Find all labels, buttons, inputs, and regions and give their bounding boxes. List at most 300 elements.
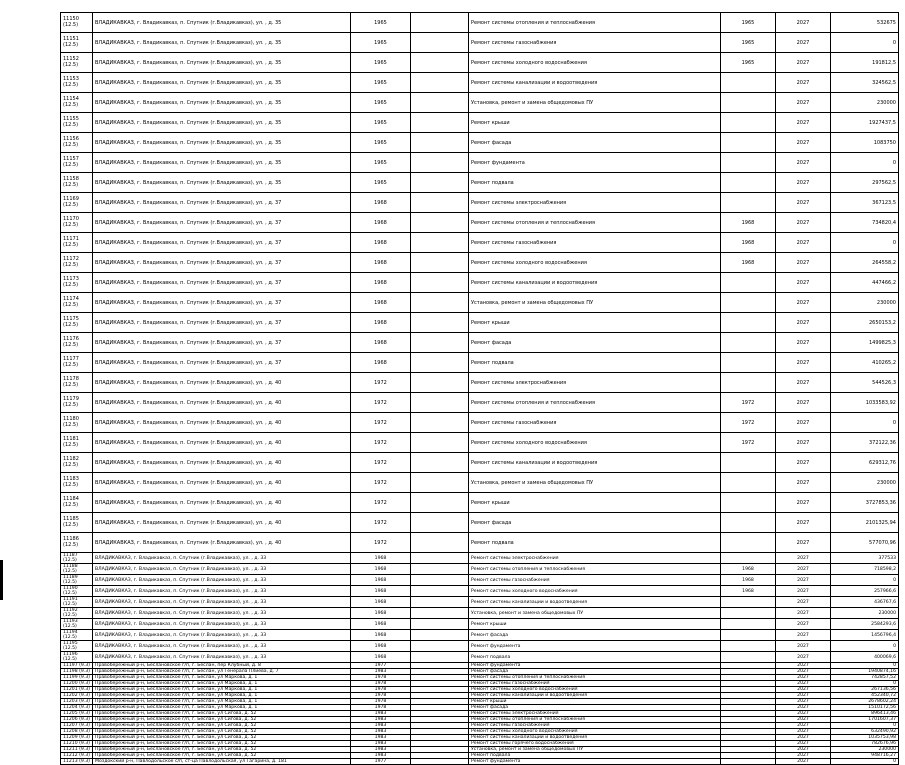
cost-cell: 0 (831, 153, 899, 173)
work-type-cell: Установка, ремонт и замена общедомовых ПУ (469, 608, 721, 619)
row-id-cell: 11186 (12.5) (61, 533, 93, 553)
address-cell: ВЛАДИКАВКАЗ, г. Владикавказ, п. Спутник (г.Владикавказ), ул. , д. 33 (93, 586, 351, 597)
address-cell: ВЛАДИКАВКАЗ, г. Владикавказ, п. Спутник (г.Владикавказ), ул. , д. 37 (93, 193, 351, 213)
work-type-cell: Ремонт системы канализации и водоотведения (469, 273, 721, 293)
plan-year-cell: 2027 (776, 393, 831, 413)
table-row (61, 273, 899, 293)
address-cell: ВЛАДИКАВКАЗ, г. Владикавказ, п. Спутник (г.Владикавказ), ул. , д. 35 (93, 153, 351, 173)
row-id-cell: 11198 (9.3) (61, 669, 93, 675)
empty-cell (411, 413, 469, 433)
last-repair-year-cell (721, 353, 776, 373)
row-id-cell: 11180 (12.5) (61, 413, 93, 433)
plan-year-cell: 2027 (776, 681, 831, 687)
table-row (61, 630, 899, 641)
build-year-cell: 1983 (351, 741, 411, 747)
row-id-cell: 11212 (9.3) (61, 753, 93, 759)
plan-year-cell: 2027 (776, 759, 831, 765)
empty-cell (411, 253, 469, 273)
empty-cell (411, 453, 469, 473)
empty-cell (411, 93, 469, 113)
table-row (61, 133, 899, 153)
row-id-cell: 11213 (9.3) (61, 759, 93, 765)
last-repair-year-cell (721, 619, 776, 630)
work-type-cell: Ремонт системы холодного водоснабжения (469, 586, 721, 597)
cost-cell: 191812,5 (831, 53, 899, 73)
build-year-cell: 1972 (351, 493, 411, 513)
row-id-cell: 11177 (12.5) (61, 353, 93, 373)
build-year-cell: 1983 (351, 747, 411, 753)
last-repair-year-cell (721, 493, 776, 513)
empty-cell (411, 233, 469, 253)
cost-cell: 230000 (831, 293, 899, 313)
page-edge-mark (0, 560, 3, 600)
build-year-cell: 1972 (351, 413, 411, 433)
address-cell: ВЛАДИКАВКАЗ, г. Владикавказ, п. Спутник (г.Владикавказ), ул. , д. 35 (93, 53, 351, 73)
plan-year-cell: 2027 (776, 753, 831, 759)
cost-cell: 1456796,4 (831, 630, 899, 641)
plan-year-cell: 2027 (776, 608, 831, 619)
work-type-cell: Ремонт системы холодного водоснабжения (469, 687, 721, 693)
work-type-cell: Ремонт крыши (469, 313, 721, 333)
row-id-cell: 11155 (12.5) (61, 113, 93, 133)
row-id-cell: 11182 (12.5) (61, 453, 93, 473)
work-type-cell: Ремонт системы канализации и водоотведения (469, 735, 721, 741)
work-type-cell: Ремонт фасада (469, 705, 721, 711)
cost-cell: 1035753,98 (831, 735, 899, 741)
build-year-cell: 1977 (351, 759, 411, 765)
row-id-cell: 11203 (9.3) (61, 699, 93, 705)
empty-cell (411, 373, 469, 393)
plan-year-cell: 2027 (776, 273, 831, 293)
row-id-cell: 11192 (12.5) (61, 608, 93, 619)
cost-cell: 742857,52 (831, 675, 899, 681)
row-id-cell: 11178 (12.5) (61, 373, 93, 393)
address-cell: Правобережный р-н, Беслановское г/п, г. Беслан, ул Сигова, д. 52 (93, 717, 351, 723)
plan-year-cell: 2027 (776, 453, 831, 473)
cost-cell: 0 (831, 681, 899, 687)
address-cell: ВЛАДИКАВКАЗ, г. Владикавказ, п. Спутник (г.Владикавказ), ул. , д. 33 (93, 553, 351, 564)
work-type-cell: Ремонт системы холодного водоснабжения (469, 53, 721, 73)
build-year-cell: 1965 (351, 13, 411, 33)
empty-cell (411, 630, 469, 641)
plan-year-cell: 2027 (776, 313, 831, 333)
address-cell: Правобережный р-н, Беслановское г/п, г. Беслан, ул Сигова, д. 52 (93, 747, 351, 753)
last-repair-year-cell (721, 273, 776, 293)
empty-cell (411, 173, 469, 193)
build-year-cell: 1968 (351, 253, 411, 273)
plan-year-cell: 2027 (776, 213, 831, 233)
cost-cell: 1927437,5 (831, 113, 899, 133)
last-repair-year-cell: 1972 (721, 393, 776, 413)
address-cell: Правобережный р-н, Беслановское г/п, г. Беслан, ул Маркова, д. 1 (93, 699, 351, 705)
build-year-cell: 1968 (351, 333, 411, 353)
row-id-cell: 11205 (9.3) (61, 711, 93, 717)
work-type-cell: Ремонт системы канализации и водоотведения (469, 693, 721, 699)
plan-year-cell: 2027 (776, 641, 831, 652)
table-row (61, 453, 899, 473)
build-year-cell: 1968 (351, 353, 411, 373)
cost-cell: 0 (831, 663, 899, 669)
build-year-cell: 1978 (351, 687, 411, 693)
address-cell: ВЛАДИКАВКАЗ, г. Владикавказ, п. Спутник (г.Владикавказ), ул. , д. 35 (93, 93, 351, 113)
table-row (61, 173, 899, 193)
plan-year-cell: 2027 (776, 413, 831, 433)
plan-year-cell: 2027 (776, 675, 831, 681)
empty-cell (411, 113, 469, 133)
table-row (61, 433, 899, 453)
build-year-cell: 1978 (351, 705, 411, 711)
plan-year-cell: 2027 (776, 433, 831, 453)
cost-cell: 1083750 (831, 133, 899, 153)
last-repair-year-cell (721, 153, 776, 173)
table-row (61, 333, 899, 353)
last-repair-year-cell: 1968 (721, 233, 776, 253)
work-type-cell: Ремонт системы холодного водоснабжения (469, 433, 721, 453)
address-cell: ВЛАДИКАВКАЗ, г. Владикавказ, п. Спутник (г.Владикавказ), ул. , д. 35 (93, 113, 351, 133)
empty-cell (411, 273, 469, 293)
build-year-cell: 1972 (351, 473, 411, 493)
empty-cell (411, 433, 469, 453)
build-year-cell: 1968 (351, 233, 411, 253)
plan-year-cell: 2027 (776, 711, 831, 717)
table-row (61, 608, 899, 619)
address-cell: Правобережный р-н, Беслановское г/п, г. Беслан, ул Маркова, д. 1 (93, 693, 351, 699)
address-cell: ВЛАДИКАВКАЗ, г. Владикавказ, п. Спутник (г.Владикавказ), ул. , д. 37 (93, 273, 351, 293)
build-year-cell: 1978 (351, 681, 411, 687)
work-type-cell: Установка, ремонт и замена общедомовых ПУ (469, 93, 721, 113)
last-repair-year-cell (721, 533, 776, 553)
work-type-cell: Ремонт системы холодного водоснабжения (469, 729, 721, 735)
row-id-cell: 11181 (12.5) (61, 433, 93, 453)
last-repair-year-cell: 1968 (721, 253, 776, 273)
address-cell: ВЛАДИКАВКАЗ, г. Владикавказ, п. Спутник (г.Владикавказ), ул. , д. 33 (93, 630, 351, 641)
plan-year-cell: 2027 (776, 597, 831, 608)
cost-cell: 1510172,56 (831, 705, 899, 711)
address-cell: ВЛАДИКАВКАЗ, г. Владикавказ, п. Спутник (г.Владикавказ), ул. , д. 33 (93, 641, 351, 652)
last-repair-year-cell: 1965 (721, 53, 776, 73)
last-repair-year-cell (721, 597, 776, 608)
row-id-cell: 11206 (9.3) (61, 717, 93, 723)
table-row (61, 373, 899, 393)
plan-year-cell: 2027 (776, 153, 831, 173)
row-id-cell: 11207 (9.3) (61, 723, 93, 729)
work-type-cell: Ремонт фасада (469, 333, 721, 353)
plan-year-cell: 2027 (776, 741, 831, 747)
last-repair-year-cell: 1972 (721, 413, 776, 433)
table-row (61, 473, 899, 493)
work-type-cell: Ремонт фасада (469, 513, 721, 533)
last-repair-year-cell (721, 553, 776, 564)
empty-cell (411, 73, 469, 93)
plan-year-cell: 2027 (776, 586, 831, 597)
work-type-cell: Ремонт системы отопления и теплоснабжения (469, 717, 721, 723)
row-id-cell: 11197 (9.3) (61, 663, 93, 669)
build-year-cell: 1968 (351, 630, 411, 641)
work-type-cell: Ремонт системы газоснабжения (469, 33, 721, 53)
build-year-cell: 1972 (351, 533, 411, 553)
empty-cell (411, 533, 469, 553)
work-type-cell: Ремонт фундамента (469, 153, 721, 173)
address-cell: ВЛАДИКАВКАЗ, г. Владикавказ, п. Спутник (г.Владикавказ), ул. , д. 40 (93, 513, 351, 533)
row-id-cell: 11190 (12.5) (61, 586, 93, 597)
empty-cell (411, 619, 469, 630)
address-cell: ВЛАДИКАВКАЗ, г. Владикавказ, п. Спутник (г.Владикавказ), ул. , д. 35 (93, 33, 351, 53)
build-year-cell: 1972 (351, 513, 411, 533)
cost-cell: 410265,2 (831, 353, 899, 373)
empty-cell (411, 564, 469, 575)
address-cell: ВЛАДИКАВКАЗ, г. Владикавказ, п. Спутник (г.Владикавказ), ул. , д. 37 (93, 353, 351, 373)
build-year-cell: 1968 (351, 313, 411, 333)
row-id-cell: 11210 (9.3) (61, 741, 93, 747)
table-row (61, 493, 899, 513)
build-year-cell: 1968 (351, 608, 411, 619)
row-id-cell: 11150 (12.5) (61, 13, 93, 33)
last-repair-year-cell (721, 93, 776, 113)
table-row (61, 553, 899, 564)
empty-cell (411, 608, 469, 619)
row-id-cell: 11171 (12.5) (61, 233, 93, 253)
empty-cell (411, 293, 469, 313)
row-id-cell: 11153 (12.5) (61, 73, 93, 93)
empty-cell (411, 333, 469, 353)
work-type-cell: Ремонт подвала (469, 353, 721, 373)
plan-year-cell: 2027 (776, 373, 831, 393)
cost-cell: 1033583,92 (831, 393, 899, 413)
last-repair-year-cell: 1965 (721, 33, 776, 53)
cost-cell: 0 (831, 723, 899, 729)
cost-cell: 264558,2 (831, 253, 899, 273)
row-id-cell: 11174 (12.5) (61, 293, 93, 313)
plan-year-cell: 2027 (776, 669, 831, 675)
cost-cell: 577070,96 (831, 533, 899, 553)
cost-cell: 1499825,3 (831, 333, 899, 353)
work-type-cell: Ремонт крыши (469, 619, 721, 630)
cost-cell: 447466,2 (831, 273, 899, 293)
table-row (61, 73, 899, 93)
work-type-cell: Ремонт крыши (469, 113, 721, 133)
work-type-cell: Ремонт системы электроснабжения (469, 711, 721, 717)
row-id-cell: 11172 (12.5) (61, 253, 93, 273)
work-type-cell: Ремонт подвала (469, 753, 721, 759)
build-year-cell: 1965 (351, 113, 411, 133)
capital-repair-table-sheet (60, 12, 898, 765)
empty-cell (411, 641, 469, 652)
work-type-cell: Ремонт системы газоснабжения (469, 681, 721, 687)
address-cell: Правобережный р-н, Беслановское г/п, г. Беслан, пер Клубный, д. 8 (93, 663, 351, 669)
build-year-cell: 1978 (351, 675, 411, 681)
work-type-cell: Ремонт системы канализации и водоотведения (469, 73, 721, 93)
cost-cell: 257966,6 (831, 586, 899, 597)
last-repair-year-cell (721, 473, 776, 493)
table-row (61, 113, 899, 133)
cost-cell: 297562,5 (831, 173, 899, 193)
build-year-cell: 1965 (351, 53, 411, 73)
address-cell: Правобережный р-н, Беслановское г/п, г. Беслан, ул Генерала Плиева, д. 7 (93, 669, 351, 675)
plan-year-cell: 2027 (776, 747, 831, 753)
row-id-cell: 11173 (12.5) (61, 273, 93, 293)
build-year-cell: 1972 (351, 373, 411, 393)
work-type-cell: Ремонт системы электроснабжения (469, 373, 721, 393)
last-repair-year-cell (721, 641, 776, 652)
cost-cell: 948716,27 (831, 753, 899, 759)
build-year-cell: 1965 (351, 93, 411, 113)
address-cell: Правобережный р-н, Беслановское г/п, г. Беслан, ул Сигова, д. 52 (93, 735, 351, 741)
empty-cell (411, 393, 469, 413)
row-id-cell: 11208 (9.3) (61, 729, 93, 735)
address-cell: Правобережный р-н, Беслановское г/п, г. Беслан, ул Маркова, д. 1 (93, 681, 351, 687)
cost-cell: 1940874,16 (831, 669, 899, 675)
address-cell: Правобережный р-н, Беслановское г/п, г. Беслан, ул Сигова, д. 52 (93, 741, 351, 747)
address-cell: ВЛАДИКАВКАЗ, г. Владикавказ, п. Спутник (г.Владикавказ), ул. , д. 33 (93, 619, 351, 630)
row-id-cell: 11187 (12.5) (61, 553, 93, 564)
address-cell: ВЛАДИКАВКАЗ, г. Владикавказ, п. Спутник (г.Владикавказ), ул. , д. 37 (93, 233, 351, 253)
cost-cell: 0 (831, 233, 899, 253)
work-type-cell: Ремонт фундамента (469, 663, 721, 669)
last-repair-year-cell (721, 333, 776, 353)
last-repair-year-cell: 1968 (721, 564, 776, 575)
plan-year-cell: 2027 (776, 687, 831, 693)
plan-year-cell: 2027 (776, 735, 831, 741)
build-year-cell: 1972 (351, 433, 411, 453)
plan-year-cell: 2027 (776, 619, 831, 630)
table-row (61, 233, 899, 253)
cost-cell: 3727853,36 (831, 493, 899, 513)
work-type-cell: Ремонт системы отопления и теплоснабжения (469, 675, 721, 681)
cost-cell: 0 (831, 759, 899, 765)
work-type-cell: Ремонт системы газоснабжения (469, 723, 721, 729)
empty-cell (411, 133, 469, 153)
row-id-cell: 11183 (12.5) (61, 473, 93, 493)
build-year-cell: 1968 (351, 652, 411, 663)
table-row (61, 652, 899, 663)
plan-year-cell: 2027 (776, 353, 831, 373)
address-cell: ВЛАДИКАВКАЗ, г. Владикавказ, п. Спутник (г.Владикавказ), ул. , д. 33 (93, 597, 351, 608)
table-row (61, 13, 899, 33)
build-year-cell: 1965 (351, 133, 411, 153)
work-type-cell: Ремонт системы газоснабжения (469, 575, 721, 586)
table-row (61, 53, 899, 73)
plan-year-cell: 2027 (776, 53, 831, 73)
cost-cell: 452340,72 (831, 693, 899, 699)
address-cell: ВЛАДИКАВКАЗ, г. Владикавказ, п. Спутник (г.Владикавказ), ул. , д. 33 (93, 575, 351, 586)
row-id-cell: 11154 (12.5) (61, 93, 93, 113)
table-row (61, 597, 899, 608)
build-year-cell: 1965 (351, 73, 411, 93)
work-type-cell: Ремонт системы отопления и теплоснабжения (469, 213, 721, 233)
last-repair-year-cell (721, 73, 776, 93)
build-year-cell: 1968 (351, 597, 411, 608)
cost-cell: 718598,2 (831, 564, 899, 575)
empty-cell (411, 193, 469, 213)
row-id-cell: 11189 (12.5) (61, 575, 93, 586)
last-repair-year-cell (721, 759, 776, 765)
cost-cell: 2650153,2 (831, 313, 899, 333)
cost-cell: 324562,5 (831, 73, 899, 93)
plan-year-cell: 2027 (776, 493, 831, 513)
address-cell: Правобережный р-н, Беслановское г/п, г. Беслан, ул Сигова, д. 52 (93, 711, 351, 717)
build-year-cell: 1983 (351, 729, 411, 735)
empty-cell (411, 53, 469, 73)
table-row (61, 586, 899, 597)
cost-cell: 2101325,94 (831, 513, 899, 533)
build-year-cell: 1977 (351, 663, 411, 669)
row-id-cell: 11188 (12.5) (61, 564, 93, 575)
row-id-cell: 11175 (12.5) (61, 313, 93, 333)
empty-cell (411, 33, 469, 53)
address-cell: ВЛАДИКАВКАЗ, г. Владикавказ, п. Спутник (г.Владикавказ), ул. , д. 40 (93, 413, 351, 433)
build-year-cell: 1972 (351, 393, 411, 413)
last-repair-year-cell (721, 652, 776, 663)
row-id-cell: 11185 (12.5) (61, 513, 93, 533)
row-id-cell: 11156 (12.5) (61, 133, 93, 153)
work-type-cell: Ремонт системы канализации и водоотведения (469, 453, 721, 473)
last-repair-year-cell: 1965 (721, 13, 776, 33)
plan-year-cell: 2027 (776, 473, 831, 493)
empty-cell (411, 513, 469, 533)
work-type-cell: Установка, ремонт и замена общедомовых ПУ (469, 747, 721, 753)
row-id-cell: 11191 (12.5) (61, 597, 93, 608)
address-cell: ВЛАДИКАВКАЗ, г. Владикавказ, п. Спутник (г.Владикавказ), ул. , д. 37 (93, 333, 351, 353)
last-repair-year-cell: 1968 (721, 575, 776, 586)
plan-year-cell: 2027 (776, 564, 831, 575)
row-id-cell: 11201 (9.3) (61, 687, 93, 693)
build-year-cell: 1983 (351, 735, 411, 741)
empty-cell (411, 652, 469, 663)
plan-year-cell: 2027 (776, 93, 831, 113)
work-type-cell: Ремонт системы электроснабжения (469, 193, 721, 213)
build-year-cell: 1968 (351, 564, 411, 575)
table-row (61, 213, 899, 233)
work-type-cell: Ремонт системы отопления и теплоснабжения (469, 564, 721, 575)
table-row (61, 413, 899, 433)
row-id-cell: 11209 (9.3) (61, 735, 93, 741)
cost-cell: 0 (831, 575, 899, 586)
row-id-cell: 11179 (12.5) (61, 393, 93, 413)
address-cell: ВЛАДИКАВКАЗ, г. Владикавказ, п. Спутник (г.Владикавказ), ул. , д. 33 (93, 564, 351, 575)
last-repair-year-cell: 1972 (721, 433, 776, 453)
table-row (61, 513, 899, 533)
work-type-cell: Ремонт системы горячего водоснабжения (469, 741, 721, 747)
cost-cell: 0 (831, 413, 899, 433)
build-year-cell: 1983 (351, 711, 411, 717)
cost-cell: 544526,3 (831, 373, 899, 393)
cost-cell: 230000 (831, 608, 899, 619)
empty-cell (411, 759, 469, 765)
build-year-cell: 1983 (351, 717, 411, 723)
build-year-cell: 1983 (351, 723, 411, 729)
row-id-cell: 11157 (12.5) (61, 153, 93, 173)
cost-cell: 436767,6 (831, 597, 899, 608)
cost-cell: 367123,5 (831, 193, 899, 213)
work-type-cell: Ремонт подвала (469, 173, 721, 193)
address-cell: ВЛАДИКАВКАЗ, г. Владикавказ, п. Спутник (г.Владикавказ), ул. , д. 35 (93, 133, 351, 153)
empty-cell (411, 213, 469, 233)
plan-year-cell: 2027 (776, 729, 831, 735)
table-row (61, 641, 899, 652)
last-repair-year-cell (721, 453, 776, 473)
work-type-cell: Ремонт системы отопления и теплоснабжения (469, 13, 721, 33)
last-repair-year-cell (721, 373, 776, 393)
table-row (61, 393, 899, 413)
cost-cell: 532675 (831, 13, 899, 33)
address-cell: Правобережный р-н, Беслановское г/п, г. Беслан, ул Маркова, д. 1 (93, 675, 351, 681)
row-id-cell: 11211 (9.3) (61, 747, 93, 753)
plan-year-cell: 2027 (776, 33, 831, 53)
empty-cell (411, 597, 469, 608)
table-row (61, 619, 899, 630)
address-cell: Правобережный р-н, Беслановское г/п, г. Беслан, ул Сигова, д. 52 (93, 723, 351, 729)
build-year-cell: 1968 (351, 586, 411, 597)
